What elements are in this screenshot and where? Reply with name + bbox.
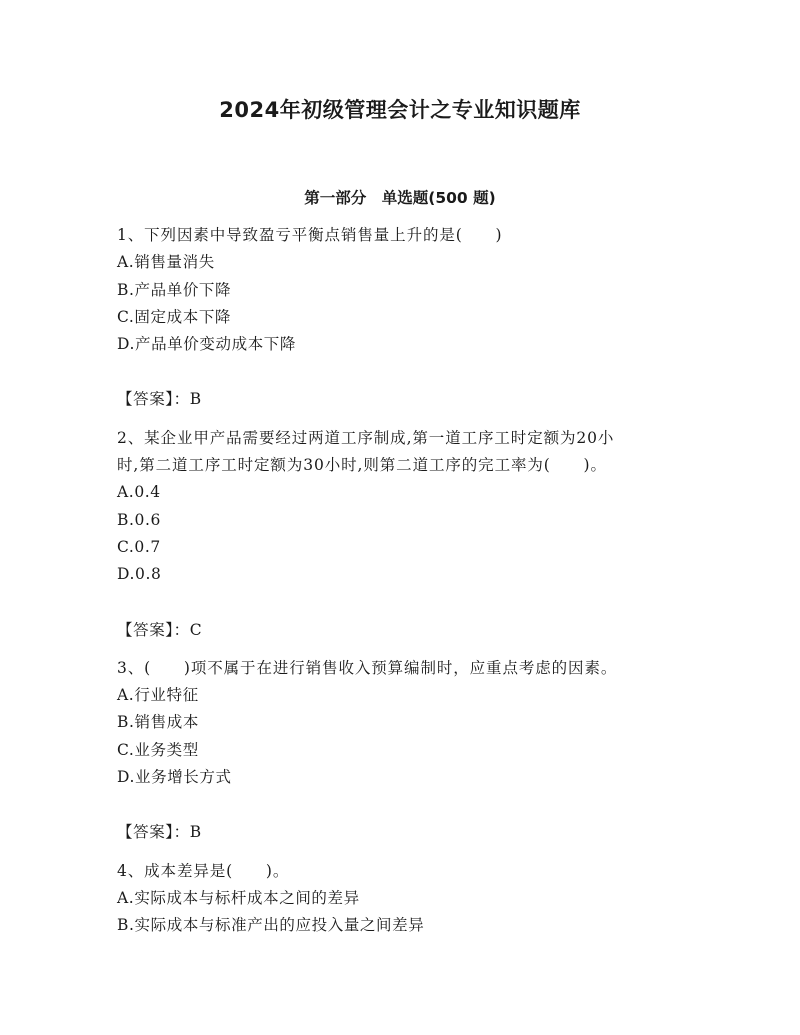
question-stem [117, 858, 687, 885]
option-b: B.0.6 [117, 510, 161, 529]
answer-label: 【答案】： [117, 620, 190, 639]
option-a: A.行业特征 [117, 686, 199, 705]
option-a: A.0.4 [117, 483, 161, 502]
question-1 [117, 222, 687, 425]
question-stem [117, 425, 687, 480]
option-b: B.实际成本与标准产出的应投入量之间差异 [117, 916, 425, 935]
option-d: D.0.8 [117, 565, 162, 584]
question-2 [117, 425, 687, 655]
question-stem-line: 2、某企业甲产品需要经过两道工序制成,第一道工序工时定额为20小 [117, 428, 615, 447]
option-c: C.固定成本下降 [117, 307, 232, 326]
answer-value: B [189, 390, 202, 409]
answer-value: C [189, 620, 203, 639]
question-stem-line: 时,第二道工序工时定额为30小时,则第二道工序的完工率为( )。 [117, 456, 607, 475]
answer-value: B [189, 823, 202, 842]
answer-line [117, 617, 687, 644]
question-stem-line: 3、( )项不属于在进行销售收入预算编制时，应重点考虑的因素。 [117, 658, 618, 677]
question-4 [117, 858, 687, 940]
option-d: D.产品单价变动成本下降 [117, 335, 297, 354]
option-c: C.0.7 [117, 537, 161, 556]
option-d: D.业务增长方式 [117, 768, 232, 787]
question-stem-line: 1、下列因素中导致盈亏平衡点销售量上升的是( ) [117, 226, 503, 244]
answer-label: 【答案】： [117, 390, 190, 409]
question-list [117, 222, 687, 940]
question-3 [117, 655, 687, 858]
option-b: B.销售成本 [117, 713, 199, 732]
question-stem-line: 4、成本差异是( )。 [117, 861, 290, 880]
option-a: A.销售量消失 [117, 253, 215, 272]
answer-line [117, 819, 687, 846]
answer-line [117, 386, 687, 413]
section-title: 第一部分 单选题(500 题) [304, 189, 496, 207]
option-b: B.产品单价下降 [117, 280, 232, 299]
option-a: A.实际成本与标杆成本之间的差异 [117, 888, 360, 907]
question-stem [117, 222, 687, 249]
answer-label: 【答案】： [117, 823, 190, 842]
document-title: 2024年初级管理会计之专业知识题库 [219, 98, 581, 122]
question-stem [117, 655, 687, 682]
option-c: C.业务类型 [117, 740, 199, 759]
